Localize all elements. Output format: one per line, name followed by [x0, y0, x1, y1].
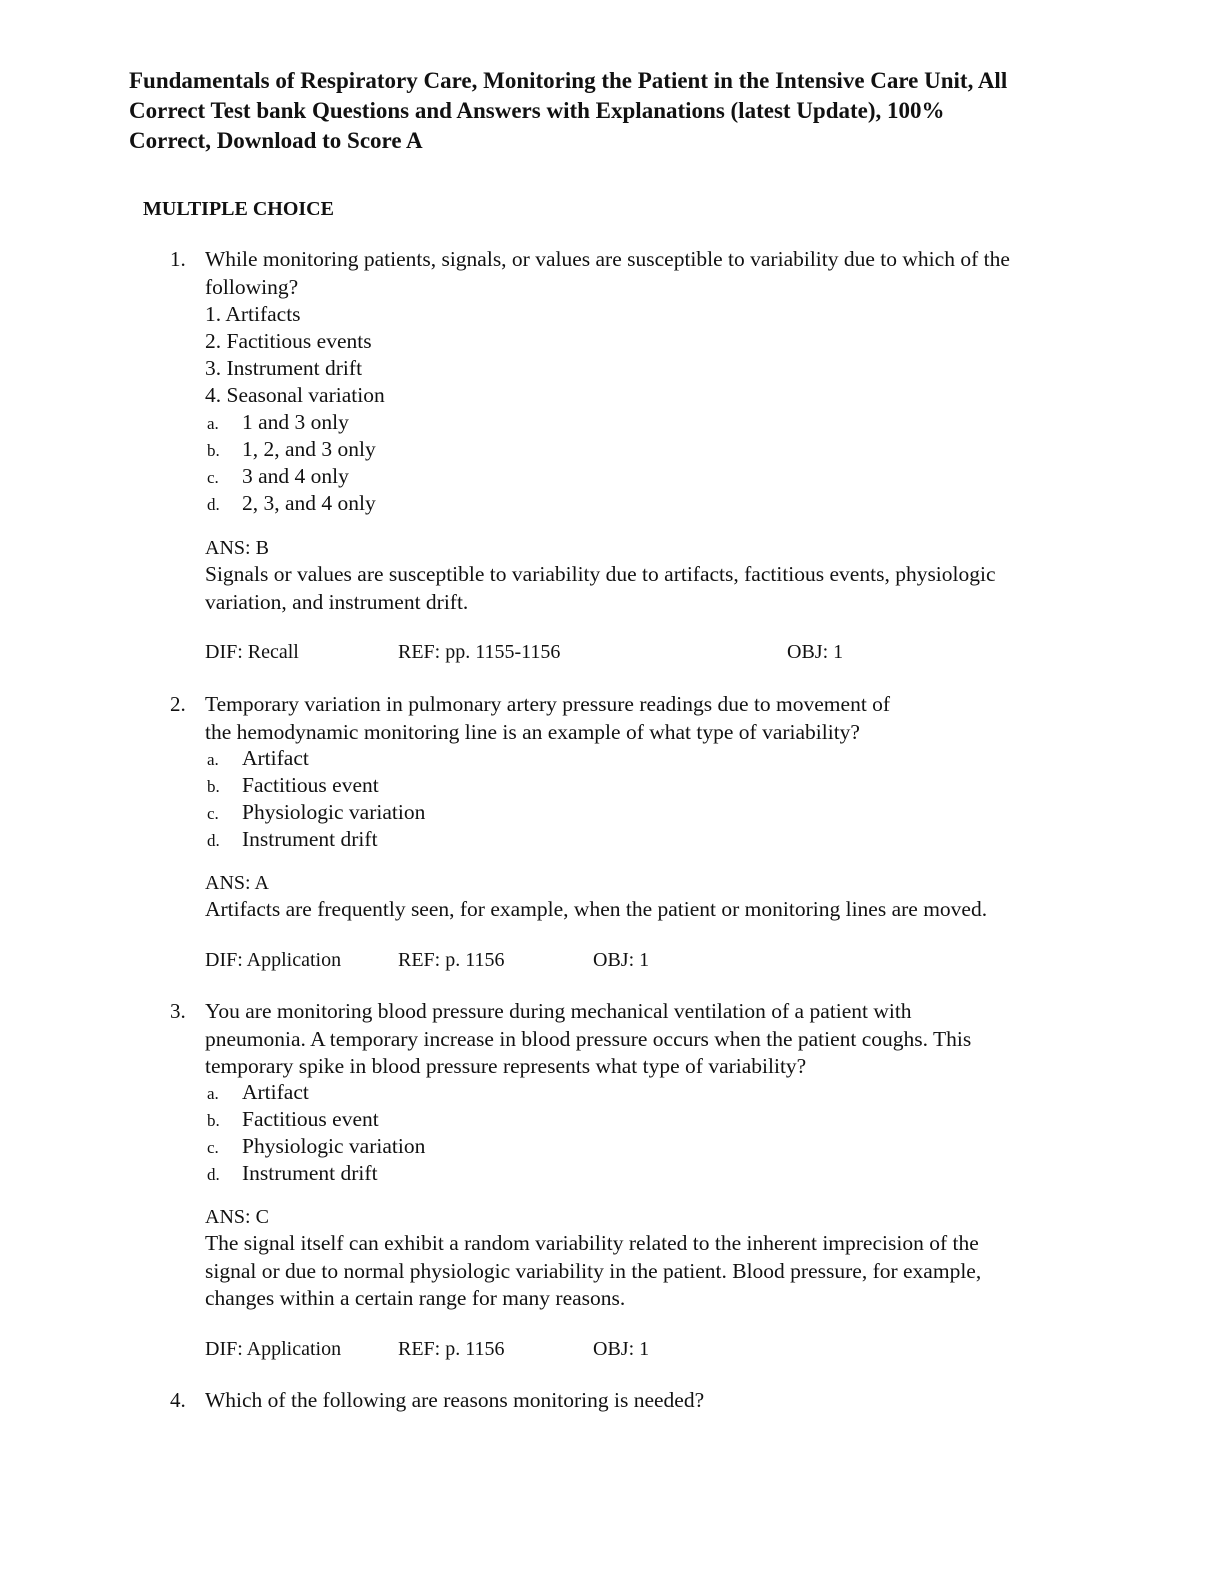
- title-line: Fundamentals of Respiratory Care, Monitoring the Patient in the Intensive Care Unit, All: [129, 68, 1008, 93]
- section-heading: MULTIPLE CHOICE: [143, 198, 334, 220]
- question-number: 1.: [170, 247, 186, 271]
- question-stem: [205, 691, 1115, 746]
- option-letter: c.: [207, 468, 219, 487]
- option-text: Physiologic variation: [242, 800, 426, 824]
- option-letter: a.: [207, 750, 219, 769]
- option-letter: a.: [207, 1084, 219, 1103]
- option-text: Artifact: [242, 746, 309, 770]
- option-letter: b.: [207, 1111, 220, 1130]
- question-number: 2.: [170, 692, 186, 716]
- question-stem: [205, 1387, 1115, 1415]
- rationale-line: variation, and instrument drift.: [205, 589, 469, 614]
- option-text: 3 and 4 only: [242, 464, 349, 488]
- document-title: [129, 66, 1129, 156]
- objective: OBJ: 1: [593, 949, 650, 971]
- answer-block: [205, 1204, 1105, 1313]
- difficulty: DIF: Application: [205, 949, 342, 971]
- option-letter: b.: [207, 777, 220, 796]
- question-meta: [205, 1336, 1105, 1362]
- option-letter: c.: [207, 1138, 219, 1157]
- reference: REF: pp. 1155-1156: [398, 641, 561, 663]
- option-text: 1 and 3 only: [242, 410, 349, 434]
- objective: OBJ: 1: [787, 641, 844, 663]
- option-letter: c.: [207, 804, 219, 823]
- option-text: 2, 3, and 4 only: [242, 491, 376, 515]
- rationale-line: changes within a certain range for many reasons.: [205, 1286, 626, 1310]
- stem-line: following?: [205, 274, 299, 299]
- difficulty: DIF: Recall: [205, 641, 299, 663]
- answer-key: ANS: A: [205, 872, 269, 894]
- rationale: [205, 1230, 1105, 1313]
- option-text: Physiologic variation: [242, 1134, 426, 1158]
- numbered-item: 3. Instrument drift: [205, 356, 363, 380]
- rationale: [205, 896, 1105, 924]
- option-letter: d.: [207, 495, 220, 514]
- option-text: Instrument drift: [242, 827, 378, 851]
- option-text: Factitious event: [242, 1107, 379, 1131]
- stem-line: Temporary variation in pulmonary artery pressure readings due to movement of: [205, 692, 891, 716]
- option-letter: a.: [207, 414, 219, 433]
- rationale-line: Signals or values are susceptible to variability due to artifacts, factitious events, physiologic: [205, 562, 996, 586]
- answer-block: [205, 870, 1105, 924]
- question-meta: [205, 639, 1105, 665]
- reference: REF: p. 1156: [398, 949, 505, 971]
- difficulty: DIF: Application: [205, 1338, 342, 1360]
- question-stem: [205, 998, 1115, 1081]
- option-text: 1, 2, and 3 only: [242, 437, 376, 461]
- stem-line: temporary spike in blood pressure represents what type of variability?: [205, 1054, 807, 1078]
- option-letter: d.: [207, 831, 220, 850]
- rationale-line: Artifacts are frequently seen, for example, when the patient or monitoring lines are moved.: [205, 897, 988, 921]
- answer-key: ANS: B: [205, 537, 269, 559]
- stem-line: While monitoring patients, signals, or values are susceptible to variability due to which of the: [205, 247, 1010, 271]
- rationale-line: signal or due to normal physiologic variability in the patient. Blood pressure, for example,: [205, 1258, 982, 1283]
- numbered-item: 2. Factitious events: [205, 329, 372, 353]
- stem-line: Which of the following are reasons monitoring is needed?: [205, 1388, 705, 1412]
- stem-line: the hemodynamic monitoring line is an example of what type of variability?: [205, 719, 860, 744]
- stem-line: You are monitoring blood pressure during mechanical ventilation of a patient with: [205, 999, 912, 1023]
- question-meta: [205, 947, 1105, 973]
- title-line: Correct Test bank Questions and Answers with Explanations (latest Update), 100%: [129, 98, 945, 123]
- numbered-item: 4. Seasonal variation: [205, 383, 385, 407]
- question-stem: [205, 246, 1115, 409]
- rationale: [205, 561, 1105, 616]
- stem-line: pneumonia. A temporary increase in blood pressure occurs when the patient coughs. This: [205, 1026, 972, 1051]
- title-line: Correct, Download to Score A: [129, 128, 423, 153]
- option-text: Instrument drift: [242, 1161, 378, 1185]
- answer-key: ANS: C: [205, 1206, 269, 1228]
- question-number: 3.: [170, 999, 186, 1023]
- option-text: Artifact: [242, 1080, 309, 1104]
- reference: REF: p. 1156: [398, 1338, 505, 1360]
- option-text: Factitious event: [242, 773, 379, 797]
- answer-block: [205, 535, 1105, 616]
- objective: OBJ: 1: [593, 1338, 650, 1360]
- numbered-item: 1. Artifacts: [205, 302, 301, 326]
- option-letter: d.: [207, 1165, 220, 1184]
- rationale-line: The signal itself can exhibit a random variability related to the inherent imprecision of the: [205, 1231, 979, 1255]
- option-letter: b.: [207, 441, 220, 460]
- question-number: 4.: [170, 1388, 186, 1412]
